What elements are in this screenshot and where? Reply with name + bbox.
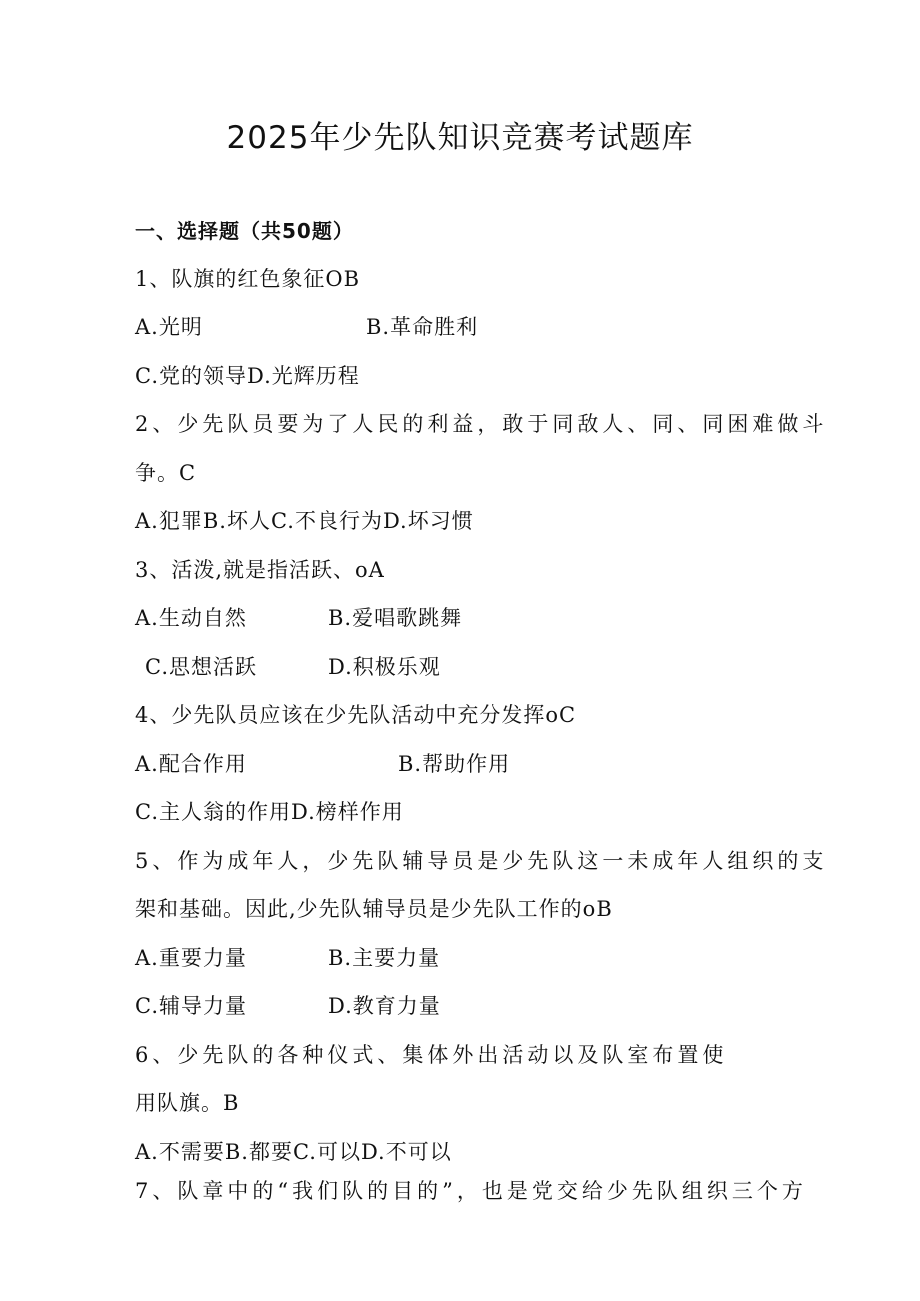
q5-option-a: A.重要力量 (135, 946, 247, 970)
q3-option-a: A.生动自然 (135, 606, 247, 630)
q5-option-c: C.辅导力量 (135, 994, 247, 1018)
question-5: 5、作为成年人，少先队辅导员是少先队这一未成年人组织的支 (135, 849, 828, 873)
q2-options: A.犯罪B.坏人C.不良行为D.坏习惯 (135, 509, 474, 533)
question-3: 3、活泼,就是指活跃、oA (135, 558, 385, 582)
q6-options: A.不需要B.都要C.可以D.不可以 (135, 1140, 452, 1164)
q1-option-a: A.光明 (135, 315, 203, 339)
q4-option-b: B.帮助作用 (398, 752, 511, 776)
question-5-cont: 架和基础。因此,少先队辅导员是少先队工作的oB (135, 897, 613, 921)
question-1: 1、队旗的红色象征OB (135, 267, 361, 291)
q1-option-b: B.革命胜利 (366, 315, 479, 339)
question-2-cont: 争。C (135, 461, 197, 485)
q5-option-b: B.主要力量 (328, 946, 441, 970)
document-title: 2025年少先队知识竞赛考试题库 (226, 120, 694, 156)
question-4: 4、少先队员应该在少先队活动中充分发挥oC (135, 703, 577, 727)
question-6: 6、少先队的各种仪式、集体外出活动以及队室布置使 (135, 1043, 728, 1067)
q3-option-c: C.思想活跃 (145, 655, 257, 679)
q1-options-cd: C.党的领导D.光辉历程 (135, 364, 360, 388)
q5-option-d: D.教育力量 (328, 994, 441, 1018)
q3-option-d: D.积极乐观 (328, 655, 441, 679)
q4-options-cd: C.主人翁的作用D.榜样作用 (135, 800, 404, 824)
q3-option-b: B.爱唱歌跳舞 (328, 606, 463, 630)
question-2: 2、少先队员要为了人民的利益，敢于同敌人、同、同困难做斗 (135, 412, 828, 436)
question-6-cont: 用队旗。B (135, 1091, 240, 1115)
q4-option-a: A.配合作用 (135, 752, 247, 776)
section-heading: 一、选择题（共50题） (135, 219, 354, 243)
question-7: 7、队章中的“我们队的目的”，也是党交给少先队组织三个方 (135, 1179, 807, 1203)
